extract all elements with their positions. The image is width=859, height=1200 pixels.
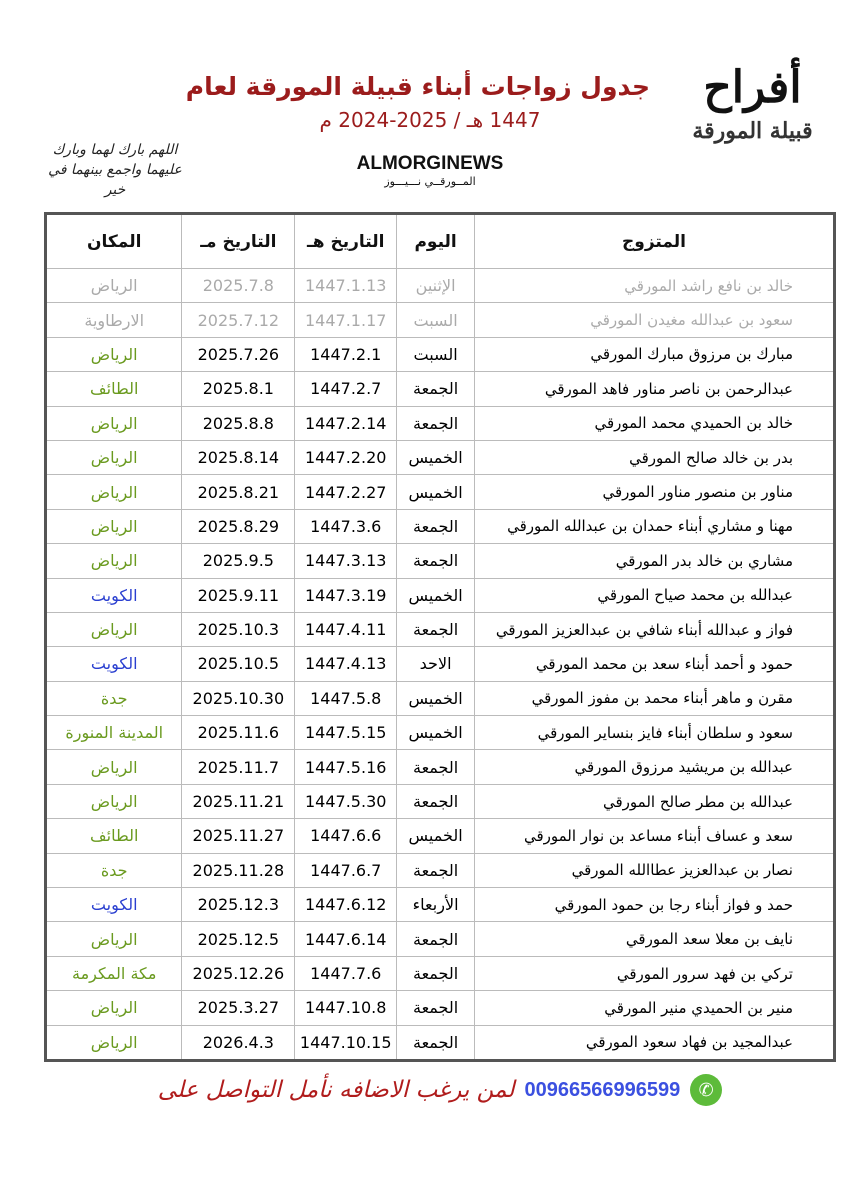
table-row bbox=[46, 475, 835, 509]
groom-cell: تركي بن فهد سرور المورقي bbox=[475, 956, 835, 990]
brand-ar: المــورقــي نـــيـــوز bbox=[384, 175, 476, 188]
groom-cell: مناور بن منصور مناور المورقي bbox=[475, 475, 835, 509]
gregorian-date-cell: 2025.11.27 bbox=[182, 819, 295, 853]
table-row bbox=[46, 303, 835, 337]
day-cell: الجمعة bbox=[397, 509, 475, 543]
gregorian-date-cell: 2025.11.28 bbox=[182, 853, 295, 887]
groom-cell: خالد بن الحميدي محمد المورقي bbox=[475, 406, 835, 440]
place-cell: الرياض bbox=[46, 509, 182, 543]
groom-cell: عبدالله بن مطر صالح المورقي bbox=[475, 784, 835, 818]
hijri-date-cell: 1447.2.20 bbox=[295, 440, 397, 474]
whatsapp-icon[interactable]: ✆ bbox=[690, 1074, 722, 1106]
hijri-date-cell: 1447.3.13 bbox=[295, 544, 397, 578]
day-cell: الجمعة bbox=[397, 922, 475, 956]
gregorian-date-cell: 2025.10.3 bbox=[182, 612, 295, 646]
groom-cell: سعود و سلطان أبناء فايز بنساير المورقي bbox=[475, 716, 835, 750]
phone-number[interactable]: 00966566996599 bbox=[524, 1078, 681, 1101]
day-cell: الجمعة bbox=[397, 784, 475, 818]
table-row bbox=[46, 853, 835, 887]
hijri-date-cell: 1447.10.15 bbox=[295, 1025, 397, 1060]
place-cell: الرياض bbox=[46, 991, 182, 1025]
place-cell: الرياض bbox=[46, 612, 182, 646]
hijri-date-cell: 1447.2.1 bbox=[295, 337, 397, 371]
gregorian-date-cell: 2025.8.14 bbox=[182, 440, 295, 474]
gregorian-date-cell: 2025.8.21 bbox=[182, 475, 295, 509]
gregorian-date-cell: 2025.12.26 bbox=[182, 956, 295, 990]
groom-cell: مهنا و مشاري أبناء حمدان بن عبدالله المورقي bbox=[475, 509, 835, 543]
table-row bbox=[46, 406, 835, 440]
place-cell: الطائف bbox=[46, 819, 182, 853]
place-cell: الكويت bbox=[46, 888, 182, 922]
day-cell: الخميس bbox=[397, 681, 475, 715]
hijri-date-cell: 1447.2.14 bbox=[295, 406, 397, 440]
gregorian-date-cell: 2025.9.5 bbox=[182, 544, 295, 578]
gregorian-date-cell: 2025.9.11 bbox=[182, 578, 295, 612]
day-cell: الجمعة bbox=[397, 372, 475, 406]
day-cell: الجمعة bbox=[397, 1025, 475, 1060]
place-cell: الرياض bbox=[46, 750, 182, 784]
table-row bbox=[46, 440, 835, 474]
hijri-date-cell: 1447.2.7 bbox=[295, 372, 397, 406]
groom-cell: سعد و عساف أبناء مساعد بن نوار المورقي bbox=[475, 819, 835, 853]
footer-contact bbox=[110, 1070, 770, 1110]
place-cell: الارطاوية bbox=[46, 303, 182, 337]
table-row bbox=[46, 750, 835, 784]
hijri-date-cell: 1447.5.30 bbox=[295, 784, 397, 818]
gregorian-date-cell: 2025.7.8 bbox=[182, 269, 295, 303]
table-row bbox=[46, 647, 835, 681]
hijri-date-cell: 1447.5.8 bbox=[295, 681, 397, 715]
groom-cell: سعود بن عبدالله مغيدن المورقي bbox=[475, 303, 835, 337]
gregorian-date-cell: 2025.11.6 bbox=[182, 716, 295, 750]
hijri-date-cell: 1447.3.19 bbox=[295, 578, 397, 612]
groom-cell: نايف بن معلا سعد المورقي bbox=[475, 922, 835, 956]
day-cell: الجمعة bbox=[397, 612, 475, 646]
dua-calligraphy: اللهم بارك لهما وبارك عليهما واجمع بينهما في خير bbox=[48, 142, 182, 198]
groom-cell: عبدالمجيد بن فهاد سعود المورقي bbox=[475, 1025, 835, 1060]
place-cell: الرياض bbox=[46, 922, 182, 956]
gregorian-date-cell: 2026.4.3 bbox=[182, 1025, 295, 1060]
table-row bbox=[46, 1025, 835, 1060]
groom-cell: مشاري بن خالد بدر المورقي bbox=[475, 544, 835, 578]
page-subtitle: 1447 هـ / 2025-2024 م bbox=[319, 108, 541, 132]
logo-line1: أفراح bbox=[703, 62, 802, 113]
day-cell: الخميس bbox=[397, 716, 475, 750]
table-row bbox=[46, 922, 835, 956]
day-cell: الجمعة bbox=[397, 544, 475, 578]
table-row bbox=[46, 681, 835, 715]
weddings-table bbox=[44, 212, 836, 1062]
place-cell: الرياض bbox=[46, 269, 182, 303]
table-row bbox=[46, 956, 835, 990]
day-cell: الخميس bbox=[397, 440, 475, 474]
table-row bbox=[46, 716, 835, 750]
gregorian-date-cell: 2025.8.29 bbox=[182, 509, 295, 543]
hijri-date-cell: 1447.4.11 bbox=[295, 612, 397, 646]
hijri-date-cell: 1447.7.6 bbox=[295, 956, 397, 990]
table-row bbox=[46, 819, 835, 853]
table-row bbox=[46, 509, 835, 543]
groom-cell: خالد بن نافع راشد المورقي bbox=[475, 269, 835, 303]
footer-text: لمن يرغب الاضافه نأمل التواصل على bbox=[157, 1077, 515, 1103]
day-cell: الجمعة bbox=[397, 853, 475, 887]
day-cell: الجمعة bbox=[397, 991, 475, 1025]
hijri-date-cell: 1447.5.16 bbox=[295, 750, 397, 784]
gregorian-date-cell: 2025.8.1 bbox=[182, 372, 295, 406]
day-cell: الإثنين bbox=[397, 269, 475, 303]
place-cell: الرياض bbox=[46, 406, 182, 440]
table-row bbox=[46, 578, 835, 612]
place-cell: جدة bbox=[46, 681, 182, 715]
gregorian-date-cell: 2025.11.7 bbox=[182, 750, 295, 784]
table-header bbox=[46, 214, 835, 269]
place-cell: الكويت bbox=[46, 647, 182, 681]
groom-cell: عبدالرحمن بن ناصر مناور فاهد المورقي bbox=[475, 372, 835, 406]
table-row bbox=[46, 888, 835, 922]
groom-cell: مبارك بن مرزوق مبارك المورقي bbox=[475, 337, 835, 371]
place-cell: الرياض bbox=[46, 337, 182, 371]
col-greg: التاريخ مـ bbox=[182, 214, 295, 269]
groom-cell: منير بن الحميدي منير المورقي bbox=[475, 991, 835, 1025]
page-title: جدول زواجات أبناء قبيلة المورقة لعام bbox=[185, 72, 650, 101]
hijri-date-cell: 1447.5.15 bbox=[295, 716, 397, 750]
gregorian-date-cell: 2025.11.21 bbox=[182, 784, 295, 818]
place-cell: جدة bbox=[46, 853, 182, 887]
groom-cell: حمود و أحمد أبناء سعد بن محمد المورقي bbox=[475, 647, 835, 681]
table-row bbox=[46, 544, 835, 578]
place-cell: الرياض bbox=[46, 475, 182, 509]
place-cell: المدينة المنورة bbox=[46, 716, 182, 750]
brand bbox=[330, 153, 530, 188]
hijri-date-cell: 1447.6.12 bbox=[295, 888, 397, 922]
groom-cell: بدر بن خالد صالح المورقي bbox=[475, 440, 835, 474]
gregorian-date-cell: 2025.10.30 bbox=[182, 681, 295, 715]
groom-cell: مقرن و ماهر أبناء محمد بن مفوز المورقي bbox=[475, 681, 835, 715]
day-cell: الجمعة bbox=[397, 956, 475, 990]
hijri-date-cell: 1447.3.6 bbox=[295, 509, 397, 543]
place-cell: مكة المكرمة bbox=[46, 956, 182, 990]
gregorian-date-cell: 2025.12.3 bbox=[182, 888, 295, 922]
logo-line2: قبيلة المورقة bbox=[692, 118, 813, 144]
groom-cell: حمد و فواز أبناء رجا بن حمود المورقي bbox=[475, 888, 835, 922]
place-cell: الرياض bbox=[46, 1025, 182, 1060]
place-cell: الكويت bbox=[46, 578, 182, 612]
day-cell: الجمعة bbox=[397, 406, 475, 440]
gregorian-date-cell: 2025.7.12 bbox=[182, 303, 295, 337]
hijri-date-cell: 1447.1.17 bbox=[295, 303, 397, 337]
groom-cell: فواز و عبدالله أبناء شافي بن عبدالعزيز المورقي bbox=[475, 612, 835, 646]
day-cell: السبت bbox=[397, 337, 475, 371]
table-row bbox=[46, 612, 835, 646]
hijri-date-cell: 1447.6.14 bbox=[295, 922, 397, 956]
table-row bbox=[46, 372, 835, 406]
day-cell: الخميس bbox=[397, 475, 475, 509]
hijri-date-cell: 1447.10.8 bbox=[295, 991, 397, 1025]
table-row bbox=[46, 337, 835, 371]
hijri-date-cell: 1447.1.13 bbox=[295, 269, 397, 303]
afrah-logo bbox=[665, 60, 840, 200]
hijri-date-cell: 1447.6.6 bbox=[295, 819, 397, 853]
place-cell: الرياض bbox=[46, 784, 182, 818]
day-cell: الخميس bbox=[397, 819, 475, 853]
day-cell: الخميس bbox=[397, 578, 475, 612]
groom-cell: نصار بن عبدالعزيز عطاالله المورقي bbox=[475, 853, 835, 887]
col-day: اليوم bbox=[397, 214, 475, 269]
col-groom: المتزوج bbox=[475, 214, 835, 269]
hijri-date-cell: 1447.6.7 bbox=[295, 853, 397, 887]
gregorian-date-cell: 2025.12.5 bbox=[182, 922, 295, 956]
day-cell: السبت bbox=[397, 303, 475, 337]
day-cell: الاحد bbox=[397, 647, 475, 681]
hijri-date-cell: 1447.4.13 bbox=[295, 647, 397, 681]
groom-cell: عبدالله بن مريشيد مرزوق المورقي bbox=[475, 750, 835, 784]
gregorian-date-cell: 2025.3.27 bbox=[182, 991, 295, 1025]
place-cell: الرياض bbox=[46, 440, 182, 474]
place-cell: الرياض bbox=[46, 544, 182, 578]
col-hijri: التاريخ هـ bbox=[295, 214, 397, 269]
gregorian-date-cell: 2025.8.8 bbox=[182, 406, 295, 440]
place-cell: الطائف bbox=[46, 372, 182, 406]
gregorian-date-cell: 2025.7.26 bbox=[182, 337, 295, 371]
gregorian-date-cell: 2025.10.5 bbox=[182, 647, 295, 681]
table-row bbox=[46, 269, 835, 303]
table-row bbox=[46, 784, 835, 818]
day-cell: الجمعة bbox=[397, 750, 475, 784]
groom-cell: عبدالله بن محمد صياح المورقي bbox=[475, 578, 835, 612]
day-cell: الأربعاء bbox=[397, 888, 475, 922]
col-place: المكان bbox=[46, 214, 182, 269]
brand-en: ALMORGINEWS bbox=[356, 153, 504, 174]
hijri-date-cell: 1447.2.27 bbox=[295, 475, 397, 509]
table-row bbox=[46, 991, 835, 1025]
